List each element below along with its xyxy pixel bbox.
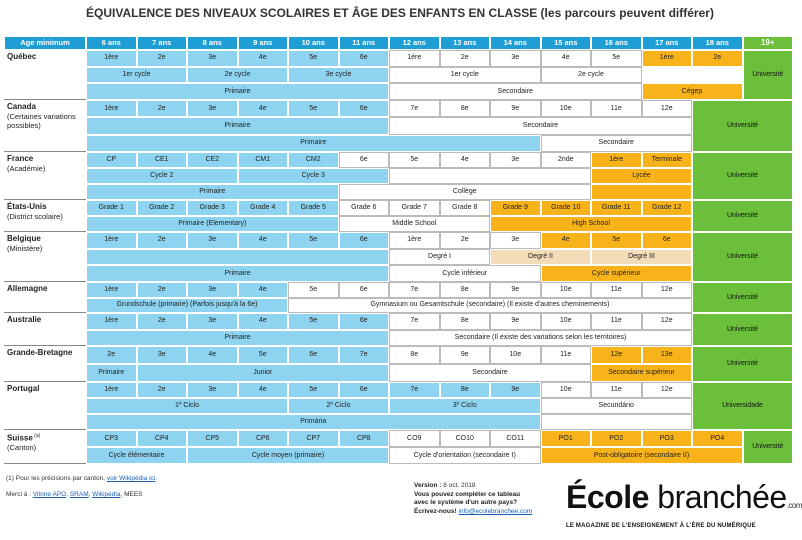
primary-cell: 5e — [288, 232, 339, 249]
primary-cell: 3e — [187, 50, 238, 67]
primary-cell: CP4 — [137, 430, 188, 447]
secondary-cell: 10e — [541, 100, 592, 117]
primary-cell: 3e — [187, 313, 238, 330]
upper-secondary-cell: 12e — [591, 346, 642, 364]
primary-cell: 2e cycle — [187, 67, 288, 84]
primary-cell: 7e — [339, 346, 390, 364]
university-cell: Universidade — [692, 382, 793, 430]
upper-secondary-cell: Cégep — [642, 83, 743, 100]
primary-cell: Cycle 3 — [238, 168, 390, 184]
primary-cell: Primaire — [86, 117, 389, 134]
country-subtitle: (District scolaire) — [7, 211, 63, 221]
secondary-cell: 11e — [591, 382, 642, 398]
secondary-cell: Grade 7 — [389, 200, 440, 216]
primary-cell: 1ère — [86, 50, 137, 67]
primary-cell — [86, 249, 389, 266]
primary-cell: 2e — [86, 346, 137, 364]
secondary-cell: Secondaire — [389, 117, 692, 134]
secondary-cell: 9e — [490, 282, 541, 298]
country-name: France — [7, 154, 34, 163]
secondary-cell: 11e — [591, 100, 642, 117]
country-name: Québec — [7, 52, 37, 61]
secondary-cell: 1ère — [389, 50, 440, 67]
primary-cell: 3º Ciclo — [389, 398, 541, 414]
secondary-cell: 9e — [440, 346, 491, 364]
primary-cell: 5e — [288, 313, 339, 330]
upper-secondary-cell: PO3 — [642, 430, 693, 447]
country-name: Canada — [7, 102, 36, 111]
country-subtitle: (Académie) — [7, 163, 46, 173]
secondary-cell: CO11 — [490, 430, 541, 447]
version-date: 8 oct. 2018 — [443, 482, 476, 489]
primary-cell: Cycle 2 — [86, 168, 238, 184]
primary-cell: 1ère — [86, 100, 137, 117]
primary-cell: 2e — [137, 313, 188, 330]
primary-cell: 2e — [137, 282, 188, 298]
primary-cell: Grade 4 — [238, 200, 289, 216]
upper-secondary-cell: Secondaire supérieur — [591, 364, 692, 382]
primary-cell: Primaire — [86, 265, 389, 282]
primary-cell: 4e — [238, 100, 289, 117]
university-cell: Université — [743, 50, 794, 100]
primary-cell: Grade 1 — [86, 200, 137, 216]
secondary-cell: 2e — [440, 232, 491, 249]
primary-cell: 3e — [187, 232, 238, 249]
primary-cell: CE2 — [187, 152, 238, 168]
credit-mees: MEES — [124, 491, 143, 498]
logo-part1: École — [566, 479, 649, 515]
primary-cell: 3e — [137, 346, 188, 364]
secondary-cell: 2e — [440, 50, 491, 67]
header-age-18: 18 ans — [692, 36, 743, 50]
upper-secondary-cell: Cycle supérieur — [541, 265, 693, 282]
secondary-cell: CO9 — [389, 430, 440, 447]
country-7 — [4, 346, 86, 382]
secondary-cell — [541, 414, 693, 430]
primary-cell: CE1 — [137, 152, 188, 168]
primary-cell: CM2 — [288, 152, 339, 168]
university-cell: Université — [743, 430, 794, 464]
secondary-cell: Degré I — [389, 249, 490, 266]
secondary-cell: 12e — [642, 100, 693, 117]
country-6 — [4, 313, 86, 346]
logo-com: .com — [786, 501, 802, 510]
secondary-cell: 9e — [490, 313, 541, 330]
primary-cell: 6e — [339, 232, 390, 249]
primary-cell: 2e — [137, 232, 188, 249]
secondary-cell: 8e — [440, 282, 491, 298]
secondary-cell: 12e — [642, 282, 693, 298]
primary-cell: 5e — [238, 346, 289, 364]
country-5 — [4, 282, 86, 313]
primary-cell: 1ère — [86, 313, 137, 330]
header-age-6: 6 ans — [86, 36, 137, 50]
equivalence-table — [4, 36, 796, 472]
primary-cell: 6e — [339, 50, 390, 67]
footnote-end: . — [155, 475, 158, 482]
primary-cell: 1ère — [86, 232, 137, 249]
version-line1: Vous pouvez compléter ce tableau — [414, 490, 521, 498]
upper-secondary-cell: 5e — [591, 232, 642, 249]
header-age-15: 15 ans — [541, 36, 592, 50]
primary-cell: Cycle élémentaire — [86, 447, 187, 464]
primary-cell: 6e — [339, 382, 390, 398]
primary-cell: Primaire — [86, 330, 389, 347]
university-cell: Université — [692, 282, 793, 313]
secondary-cell: 1ère — [389, 232, 440, 249]
secondary-cell: 10e — [541, 282, 592, 298]
primary-cell: 2e — [137, 50, 188, 67]
header-age-16: 16 ans — [591, 36, 642, 50]
secondary-cell: 5e — [288, 282, 339, 298]
secondary-cell: 2e cycle — [541, 67, 642, 84]
version-label: Version : — [414, 482, 442, 489]
primary-cell: Grundschule (primaire) (Parfois jusqu'à la 6e) — [86, 298, 288, 314]
primary-cell: 6e — [339, 100, 390, 117]
secondary-cell: 8e — [440, 100, 491, 117]
secondary-cell: 11e — [541, 346, 592, 364]
country-4 — [4, 232, 86, 282]
logo-part2: branchée — [648, 479, 787, 515]
country-8 — [4, 382, 86, 430]
secondary-cell: CO10 — [440, 430, 491, 447]
country-9 — [4, 430, 86, 464]
secondary-cell: 4e — [541, 50, 592, 67]
country-subtitle: (Certaines variations possibles) — [7, 111, 76, 130]
country-0 — [4, 50, 86, 100]
primary-cell: 4e — [187, 346, 238, 364]
secondary-cell: 7e — [389, 282, 440, 298]
ecole-branchee-logo — [566, 479, 802, 529]
degree-cell: Degré III — [591, 249, 692, 266]
upper-secondary-cell: 4e — [541, 232, 592, 249]
version-line3: Écrivez-nous! — [414, 507, 457, 515]
secondary-cell: 1er cycle — [389, 67, 541, 84]
contact-email-link[interactable]: info@ecolebranchee.com — [458, 507, 533, 515]
primary-cell: 3e cycle — [288, 67, 389, 84]
upper-secondary-cell: 13e — [642, 346, 693, 364]
secondary-cell: Cycle d'orientation (secondaire I) — [389, 447, 541, 464]
primary-cell: 4e — [238, 313, 289, 330]
secondary-cell: 3e — [490, 232, 541, 249]
primary-cell: 1ère — [86, 282, 137, 298]
upper-secondary-cell: PO1 — [541, 430, 592, 447]
primary-cell: 3e — [187, 282, 238, 298]
upper-secondary-cell: PO2 — [591, 430, 642, 447]
secondary-cell: 4e — [440, 152, 491, 168]
footnote-text: (1) Pour les précisions par canton, — [6, 475, 107, 482]
country-1 — [4, 100, 86, 152]
secondary-cell: Secondaire — [541, 135, 693, 152]
secondary-cell: 7e — [389, 313, 440, 330]
country-name: Grande-Bretagne — [7, 348, 73, 357]
primary-cell: 2º Ciclo — [288, 398, 389, 414]
secondary-cell: 3e — [490, 152, 541, 168]
wikipedia-link[interactable]: voir Wikipédia ici — [106, 475, 156, 482]
logo-tagline: LE MAGAZINE DE L'ENSEIGNEMENT À L'ÈRE DU NUMÉRIQUE — [566, 523, 756, 529]
primary-cell: 1ère — [86, 382, 137, 398]
upper-secondary-cell: 2e — [692, 50, 743, 67]
header-age-11: 11 ans — [339, 36, 390, 50]
header-age-7: 7 ans — [137, 36, 188, 50]
upper-secondary-cell: Grade 9 — [490, 200, 541, 216]
secondary-cell: 6e — [339, 152, 390, 168]
primary-cell: 8e — [440, 382, 491, 398]
primary-cell: Primária — [86, 414, 541, 430]
country-2 — [4, 152, 86, 200]
primary-cell: 6e — [339, 313, 390, 330]
header-age-9: 9 ans — [238, 36, 289, 50]
credits-prefix: Merci à : — [6, 491, 33, 498]
secondary-cell: Secondaire (Il existe des variations selon les territoires) — [389, 330, 692, 347]
secondary-cell: Grade 6 — [339, 200, 390, 216]
upper-secondary-cell: 1ère — [591, 152, 642, 168]
primary-cell: 5e — [288, 100, 339, 117]
upper-secondary-cell: Lycée — [591, 168, 692, 184]
primary-cell: 6e — [288, 346, 339, 364]
secondary-cell: 11e — [591, 313, 642, 330]
primary-cell: Primaire — [86, 364, 137, 382]
primary-cell: Junior — [137, 364, 390, 382]
primary-cell: 5e — [288, 382, 339, 398]
credit-link-vitrine-apo[interactable]: Vitrine APO — [32, 491, 67, 498]
primary-cell: Primaire — [86, 135, 541, 152]
primary-cell: 2e — [137, 382, 188, 398]
university-cell: Université — [692, 313, 793, 346]
university-cell: Université — [692, 152, 793, 200]
upper-secondary-cell: Terminale — [642, 152, 693, 168]
secondary-cell: Cycle inférieur — [389, 265, 541, 282]
header-age-19: 19+ — [743, 36, 794, 50]
primary-cell: 4e — [238, 50, 289, 67]
credits: Merci à : Vitrine APO, SRAM, Wikipédia, MEES — [6, 491, 143, 498]
university-cell: Université — [692, 100, 793, 152]
primary-cell: 1º Ciclo — [86, 398, 288, 414]
country-3 — [4, 200, 86, 232]
primary-cell: 4e — [238, 282, 289, 298]
primary-cell: Grade 5 — [288, 200, 339, 216]
primary-cell: Primaire (Elementary) — [86, 216, 339, 232]
primary-cell: 1er cycle — [86, 67, 187, 84]
upper-secondary-cell: PO4 — [692, 430, 743, 447]
secondary-cell: 5e — [591, 50, 642, 67]
country-subtitle: (Ministère) — [7, 243, 43, 253]
header-age-17: 17 ans — [642, 36, 693, 50]
primary-cell: 3e — [187, 382, 238, 398]
primary-cell: 4e — [238, 382, 289, 398]
upper-secondary-cell: 1ère — [642, 50, 693, 67]
primary-cell: Grade 2 — [137, 200, 188, 216]
primary-cell: CM1 — [238, 152, 289, 168]
header-age-13: 13 ans — [440, 36, 491, 50]
secondary-cell: Secundário — [541, 398, 693, 414]
country-name: Suisse — [7, 433, 33, 443]
header-age-12: 12 ans — [389, 36, 440, 50]
version-line2: avec le système d'un autre pays? — [414, 499, 518, 506]
secondary-cell: Grade 8 — [440, 200, 491, 216]
primary-cell: CP5 — [187, 430, 238, 447]
university-cell: Université — [692, 200, 793, 232]
secondary-cell: 12e — [642, 313, 693, 330]
upper-secondary-cell — [591, 184, 692, 200]
primary-cell: CP8 — [339, 430, 390, 447]
credit-link-wikipedia[interactable]: Wikipédia — [92, 491, 121, 498]
university-cell: Université — [692, 232, 793, 282]
primary-cell: CP6 — [238, 430, 289, 447]
primary-cell: Primaire — [86, 184, 339, 200]
header-age-8: 8 ans — [187, 36, 238, 50]
upper-secondary-cell: Grade 10 — [541, 200, 592, 216]
upper-secondary-cell: High School — [490, 216, 692, 232]
primary-cell: Primaire — [86, 83, 389, 100]
primary-cell: CP7 — [288, 430, 339, 447]
secondary-cell: 6e — [339, 282, 390, 298]
secondary-cell: 5e — [389, 152, 440, 168]
degree-cell: Degré II — [490, 249, 591, 266]
country-name: Belgique — [7, 234, 41, 243]
primary-cell: Cycle moyen (primaire) — [187, 447, 389, 464]
secondary-cell: 10e — [541, 313, 592, 330]
country-subtitle: (Canton) — [7, 443, 37, 452]
secondary-cell: Gymnasium ou Gesamtschule (secondaire) (Il existe d'autres cheminements) — [288, 298, 692, 314]
country-name: Portugal — [7, 384, 40, 393]
secondary-cell: Middle School — [339, 216, 491, 232]
credit-link-sram[interactable]: SRAM — [69, 491, 89, 498]
primary-cell: 7e — [389, 382, 440, 398]
university-cell: Université — [692, 346, 793, 382]
secondary-cell: Secondaire — [389, 83, 642, 100]
secondary-cell — [389, 168, 591, 184]
primary-cell: Grade 3 — [187, 200, 238, 216]
primary-cell: 9e — [490, 382, 541, 398]
country-name: Allemagne — [7, 284, 48, 293]
upper-secondary-cell: Post-obligatoire (secondaire II) — [541, 447, 743, 464]
footnote — [6, 475, 157, 482]
secondary-cell: Secondaire — [389, 364, 591, 382]
secondary-cell: 11e — [591, 282, 642, 298]
secondary-cell: 8e — [389, 346, 440, 364]
secondary-cell: 3e — [490, 50, 541, 67]
country-name: États-Unis — [7, 202, 47, 211]
primary-cell: CP — [86, 152, 137, 168]
secondary-cell: 8e — [440, 313, 491, 330]
secondary-cell: 12e — [642, 382, 693, 398]
primary-cell: CP3 — [86, 430, 137, 447]
version-box — [414, 482, 564, 516]
upper-secondary-cell: Grade 11 — [591, 200, 642, 216]
upper-secondary-cell: 6e — [642, 232, 693, 249]
page-title: ÉQUIVALENCE DES NIVEAUX SCOLAIRES ET ÂGE DES ENFANTS EN CLASSE (les parcours peuvent différer) — [86, 6, 714, 20]
secondary-cell: 10e — [541, 382, 592, 398]
primary-cell: 3e — [187, 100, 238, 117]
country-name: Australie — [7, 315, 42, 324]
country-footnote-mark: (a) — [32, 433, 41, 439]
header-age-minimum: Age minimum — [4, 36, 86, 50]
primary-cell: 2e — [137, 100, 188, 117]
primary-cell: 4e — [238, 232, 289, 249]
secondary-cell: 7e — [389, 100, 440, 117]
header-age-14: 14 ans — [490, 36, 541, 50]
upper-secondary-cell: Grade 12 — [642, 200, 693, 216]
primary-cell: 5e — [288, 50, 339, 67]
header-age-10: 10 ans — [288, 36, 339, 50]
secondary-cell: Collège — [339, 184, 592, 200]
secondary-cell: 2nde — [541, 152, 592, 168]
secondary-cell: 10e — [490, 346, 541, 364]
secondary-cell: 9e — [490, 100, 541, 117]
